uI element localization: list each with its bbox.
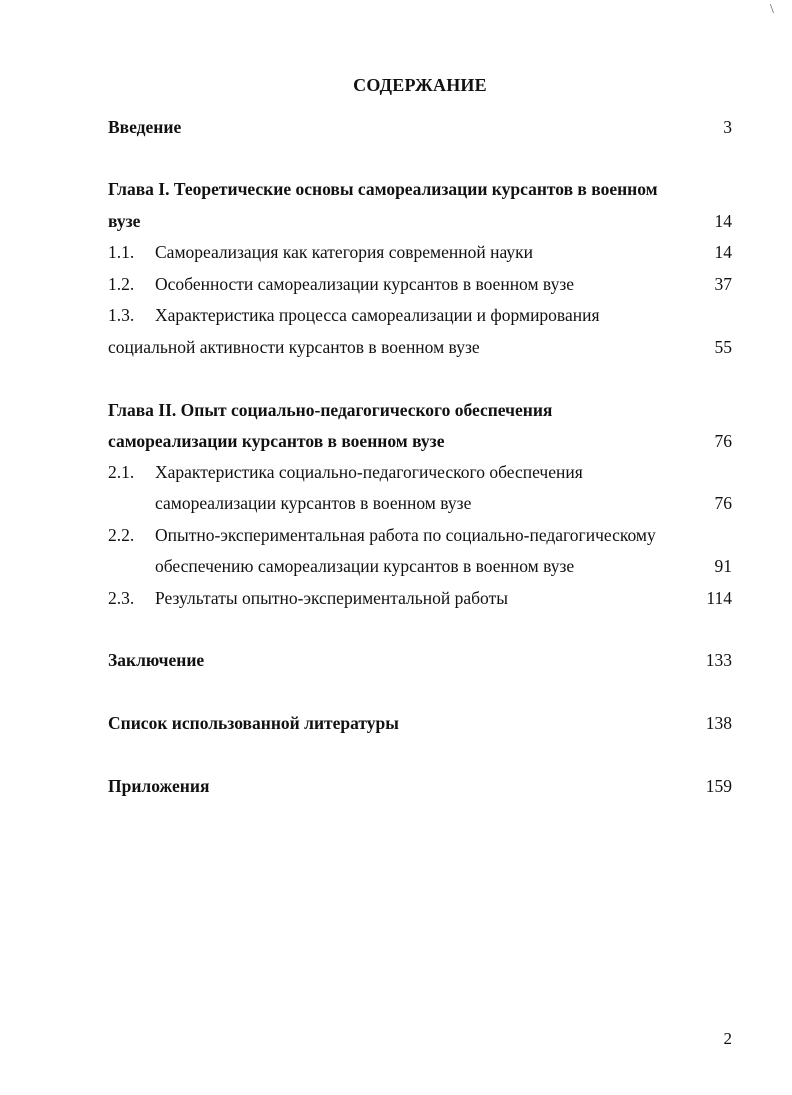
toc-section-label: Опытно-экспериментальная работа по социально-педагогическому <box>155 525 656 545</box>
toc-section-number: 2.1. <box>108 462 135 482</box>
toc-chapter-1-heading <box>108 177 732 201</box>
toc-entry-label: Введение <box>108 117 182 137</box>
toc-page-number: 138 <box>705 713 732 733</box>
page-title: СОДЕРЖАНИЕ <box>353 75 487 95</box>
toc-section-number: 1.3. <box>108 305 135 325</box>
toc-chapter-title: самореализации курсантов в военном вузе <box>108 431 445 451</box>
toc-page-number: 3 <box>723 117 732 137</box>
toc-chapter-2-heading <box>108 398 732 422</box>
toc-section-label: Результаты опытно-экспериментальной работы <box>155 588 508 608</box>
toc-section-label: самореализации курсантов в военном вузе <box>155 493 472 513</box>
toc-section-2-1-cont <box>108 491 732 515</box>
toc-section-2-1 <box>108 460 732 484</box>
toc-section-2-3 <box>108 586 732 610</box>
toc-chapter-title: Глава II. Опыт социально-педагогического обеспечения <box>108 400 553 420</box>
toc-page-number: 91 <box>714 556 732 576</box>
toc-chapter-2-heading-cont <box>108 429 732 453</box>
toc-entry-label: Заключение <box>108 650 205 670</box>
toc-entry-label: Список использованной литературы <box>108 713 399 733</box>
toc-section-label: Характеристика социально-педагогического обеспечения <box>155 462 583 482</box>
toc-section-2-2 <box>108 523 732 547</box>
toc-entry-label: Приложения <box>108 776 210 796</box>
toc-section-number: 2.2. <box>108 525 135 545</box>
toc-chapter-1-heading-cont <box>108 209 732 233</box>
toc-section-1-2 <box>108 272 732 296</box>
toc-page-number: 76 <box>714 493 732 513</box>
toc-page-number: 133 <box>705 650 732 670</box>
toc-page-number: 14 <box>714 242 732 262</box>
toc-page-number: 55 <box>714 337 732 357</box>
toc-section-label: Особенности самореализации курсантов в военном вузе <box>155 274 575 294</box>
toc-section-1-3 <box>108 303 732 327</box>
toc-section-number: 1.2. <box>108 274 135 294</box>
scan-mark: \ <box>770 2 774 17</box>
toc-page-number: 14 <box>714 211 732 231</box>
toc-section-number: 2.3. <box>108 588 135 608</box>
toc-entry-intro <box>108 115 732 139</box>
toc-section-1-3-cont <box>108 335 732 359</box>
toc-page-number: 159 <box>705 776 732 796</box>
toc-chapter-title: Глава I. Теоретические основы самореализации курсантов в военном <box>108 179 658 199</box>
toc-section-label: Характеристика процесса самореализации и формирования <box>155 305 600 325</box>
toc-section-2-2-cont <box>108 554 732 578</box>
toc-page-number: 76 <box>714 431 732 451</box>
toc-page-number: 114 <box>706 588 732 608</box>
toc-section-number: 1.1. <box>108 242 135 262</box>
toc-page-number: 37 <box>714 274 732 294</box>
toc-section-label: обеспечению самореализации курсантов в военном вузе <box>155 556 575 576</box>
toc-entry-appendices <box>108 774 732 798</box>
toc-section-label: Самореализация как категория современной науки <box>155 242 533 262</box>
toc-entry-conclusion <box>108 648 732 672</box>
toc-entry-references <box>108 711 732 735</box>
toc-section-1-1 <box>108 240 732 264</box>
page-number: 2 <box>723 1029 732 1048</box>
toc-section-label: социальной активности курсантов в военном вузе <box>108 337 480 357</box>
toc-chapter-title: вузе <box>108 211 141 231</box>
